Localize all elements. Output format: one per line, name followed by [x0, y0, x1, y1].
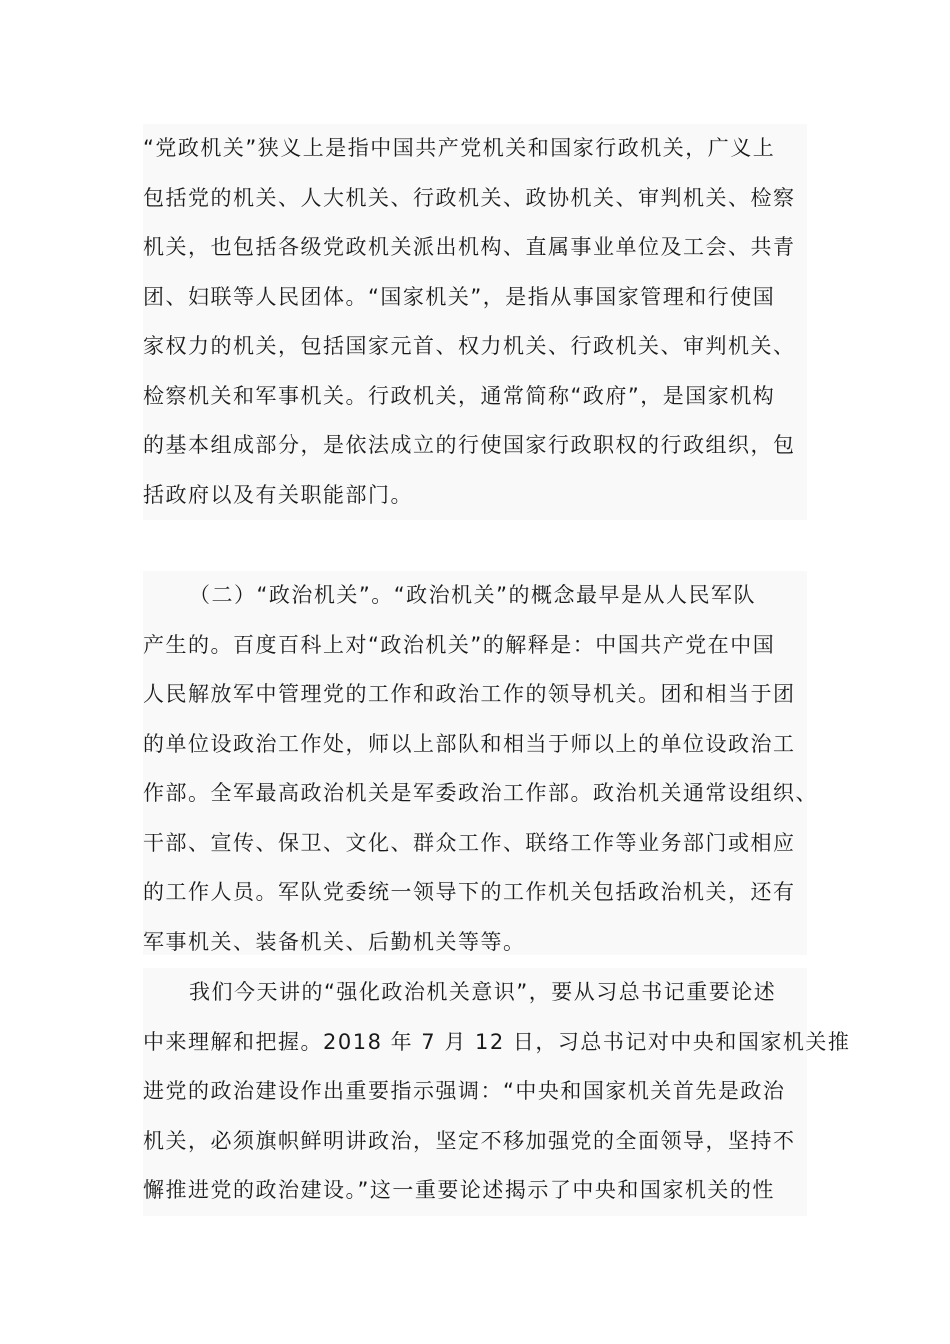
text-line: 机关，也包括各级党政机关派出机构、直属事业单位及工会、共青	[143, 235, 796, 259]
text-line: 干部、宣传、保卫、文化、群众工作、联络工作等业务部门或相应	[143, 830, 796, 855]
paragraph-political-organs	[143, 571, 818, 955]
text-line: 括政府以及有关职能部门。	[143, 482, 413, 507]
text-line: 作部。全军最高政治机关是军委政治工作部。政治机关通常设组织、	[143, 781, 818, 805]
text-line: 进党的政治建设作出重要指示强调：“中央和国家机关首先是政治	[143, 1079, 786, 1103]
text-line: 检察机关和军事机关。行政机关，通常简称“政府”，是国家机构	[143, 383, 776, 408]
text-line: “党政机关”狭义上是指中国共产党机关和国家行政机关，广义上	[143, 136, 776, 160]
text-line: 包括党的机关、人大机关、行政机关、政协机关、审判机关、检察	[143, 185, 796, 210]
text-line: 人民解放军中管理党的工作和政治工作的领导机关。团和相当于团	[143, 682, 796, 706]
text-line: 的工作人员。军队党委统一领导下的工作机关包括政治机关，还有	[143, 880, 796, 904]
text-line: 的基本组成部分，是依法成立的行使国家行政职权的行政组织，包	[143, 433, 796, 457]
text-line: 团、妇联等人民团体。“国家机关”，是指从事国家管理和行使国	[143, 284, 776, 309]
text-line: 军事机关、装备机关、后勤机关等等。	[143, 929, 526, 954]
paragraph-party-government-organs	[143, 124, 807, 520]
text-line: 的单位设政治工作处，师以上部队和相当于师以上的单位设政治工	[143, 731, 796, 756]
text-line: （二）“政治机关”。“政治机关”的概念最早是从人民军队	[189, 583, 757, 607]
text-line: 中来理解和把握。2018 年 7 月 12 日，习总书记对中央和国家机关推	[143, 1029, 851, 1054]
text-line: 我们今天讲的“强化政治机关意识”，要从习总书记重要论述	[189, 980, 777, 1004]
text-line: 懈推进党的政治建设。”这一重要论述揭示了中央和国家机关的性	[143, 1178, 775, 1202]
text-line: 机关，必须旗帜鲜明讲政治，坚定不移加强党的全面领导，坚持不	[143, 1128, 796, 1153]
text-line: 家权力的机关，包括国家元首、权力机关、行政机关、审判机关、	[143, 334, 796, 358]
paragraph-political-awareness	[143, 968, 851, 1216]
text-line: 产生的。百度百科上对“政治机关”的解释是：中国共产党在中国	[143, 632, 776, 657]
